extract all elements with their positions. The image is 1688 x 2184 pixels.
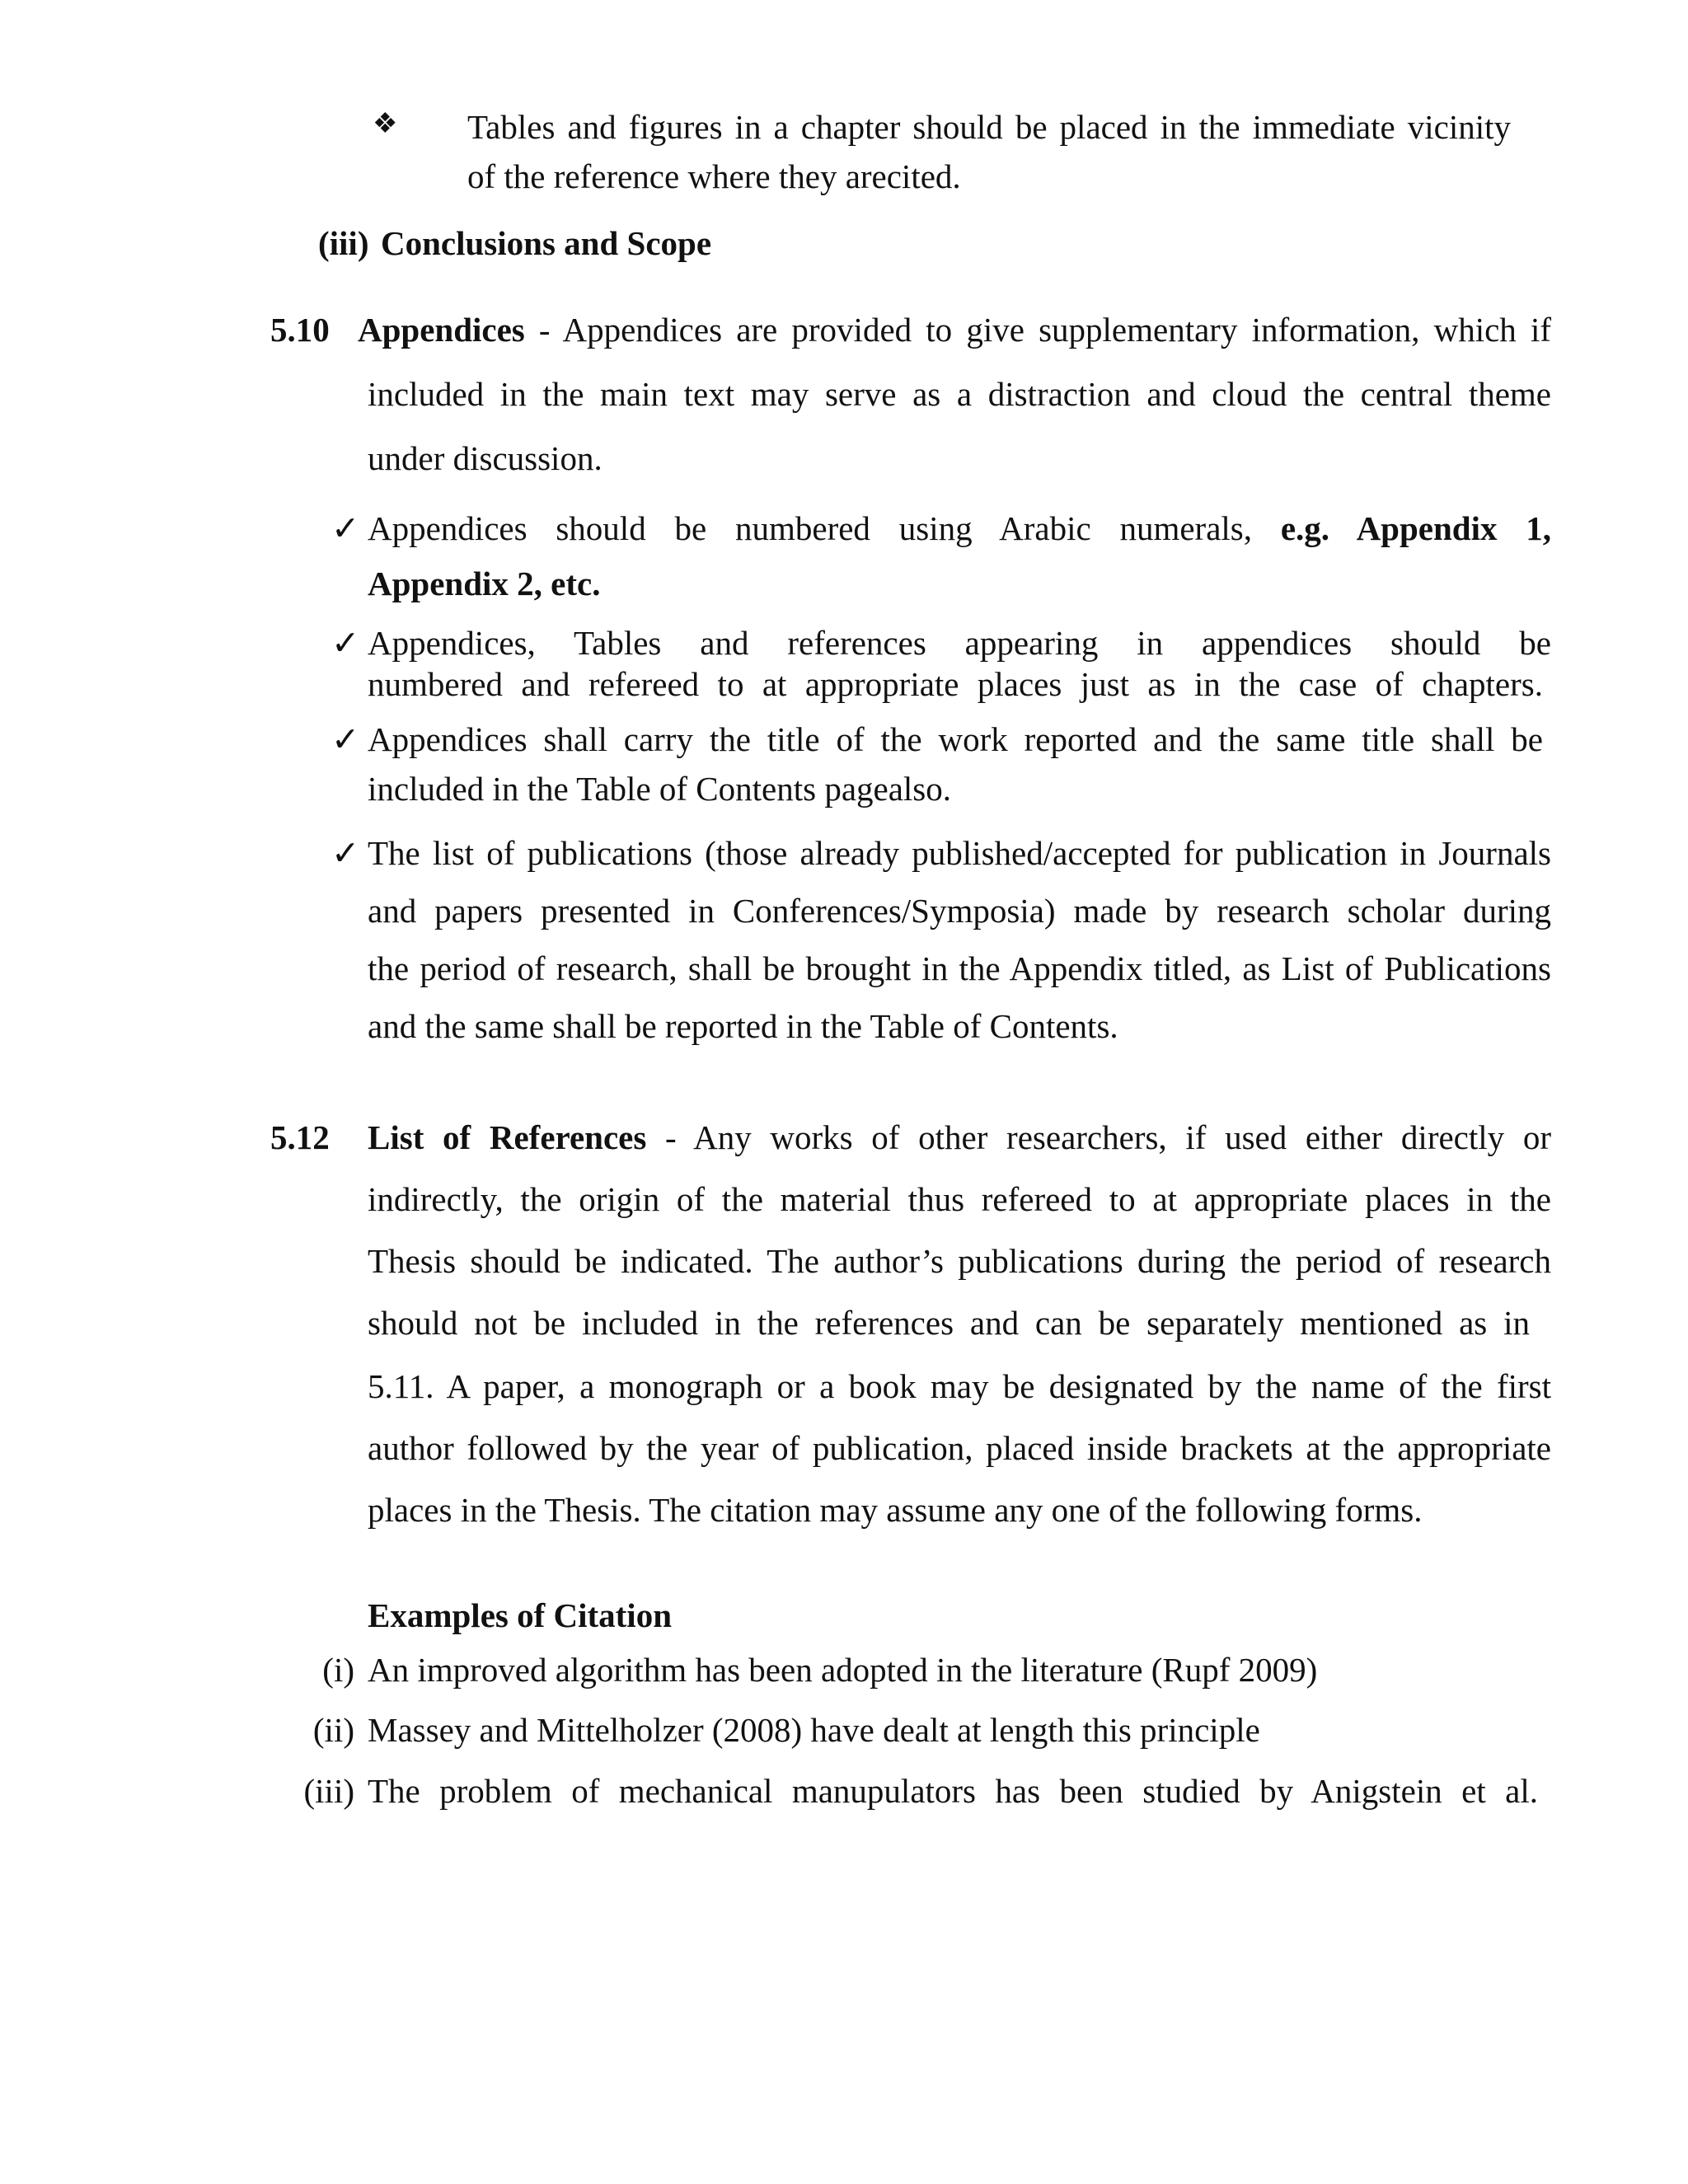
example-text: An improved algorithm has been adopted in the literature (Rupf 2009) (368, 1651, 1318, 1689)
section-510-dash: - (538, 311, 551, 349)
checkmark-icon: ✓ (331, 720, 360, 758)
check-item-4-line-1: The list of publications (those already published/accepted for publication in Journals (368, 834, 1551, 872)
check-item-1-line-2: Appendix 2, etc. (368, 565, 601, 602)
section-512-line-2: indirectly, the origin of the material thus refereed to at appropriate places in the (368, 1180, 1551, 1218)
check-item-4-line-4: and the same shall be reported in the Table of Contents. (368, 1007, 1118, 1045)
example-label: (i) (322, 1651, 354, 1689)
section-510-line-2: included in the main text may serve as a distraction and cloud the central theme (368, 375, 1551, 413)
subsection-label: (iii) (318, 224, 369, 262)
example-label: (iii) (303, 1772, 354, 1810)
subsection-title: Conclusions and Scope (381, 224, 712, 262)
check-item-2-line-1: Appendices, Tables and references appearing in appendices should be (368, 624, 1551, 662)
section-512-line-5: 5.11. A paper, a monograph or a book may be designated by the name of the first (368, 1367, 1551, 1405)
section-512-line-4: should not be included in the references and can be separately mentioned as in (368, 1304, 1530, 1342)
examples-heading: Examples of Citation (368, 1596, 672, 1634)
checkmark-icon: ✓ (331, 509, 360, 547)
example-text: The problem of mechanical manupulators has been studied by Anigstein et al. (368, 1772, 1538, 1810)
diamond-bullet-icon: ❖ (373, 109, 398, 139)
section-number-512: 5.12 (270, 1118, 330, 1156)
section-number-510: 5.10 (270, 311, 330, 349)
section-512-line-1 (368, 1118, 1551, 1156)
section-512-title: List of References (368, 1118, 647, 1156)
section-510-title: Appendices (358, 311, 525, 349)
bullet-text-line-1: Tables and figures in a chapter should be placed in the immediate vicinity (467, 108, 1511, 146)
section-512-intro: Any works of other researchers, if used either directly or (693, 1118, 1551, 1156)
checkmark-icon: ✓ (331, 834, 360, 872)
check-item-4-line-2: and papers presented in Conferences/Symposia) made by research scholar during (368, 892, 1551, 930)
bullet-text-line-2: of the reference where they arecited. (467, 157, 961, 195)
check-item-1-text: Appendices should be numbered using Arabic numerals, (368, 509, 1253, 547)
checkmark-icon: ✓ (331, 624, 360, 662)
check-item-2-line-2: numbered and refereed to at appropriate places just as in the case of chapters. (368, 665, 1543, 703)
example-label: (ii) (312, 1711, 354, 1749)
check-item-3-line-1: Appendices shall carry the title of the work reported and the same title shall be (368, 720, 1543, 758)
check-item-1-example: e.g. Appendix 1, (1280, 509, 1552, 547)
section-510-line-1 (358, 313, 1551, 347)
section-510-line-3: under discussion. (368, 439, 603, 477)
example-text: Massey and Mittelholzer (2008) have dealt at length this principle (368, 1711, 1260, 1749)
check-item-4-line-3: the period of research, shall be brought in the Appendix titled, as List of Publications (368, 949, 1551, 987)
section-512-line-6: author followed by the year of publication, placed inside brackets at the appropriate (368, 1429, 1551, 1467)
check-item-1-line-1 (368, 509, 1552, 547)
section-512-line-7: places in the Thesis. The citation may assume any one of the following forms. (368, 1491, 1423, 1529)
section-510-intro: Appendices are provided to give supplementary information, which if (562, 311, 1551, 349)
section-512-dash: - (665, 1118, 677, 1156)
check-item-3-line-2: included in the Table of Contents pagealso. (368, 770, 952, 808)
section-512-line-3: Thesis should be indicated. The author’s publications during the period of research (368, 1242, 1551, 1280)
